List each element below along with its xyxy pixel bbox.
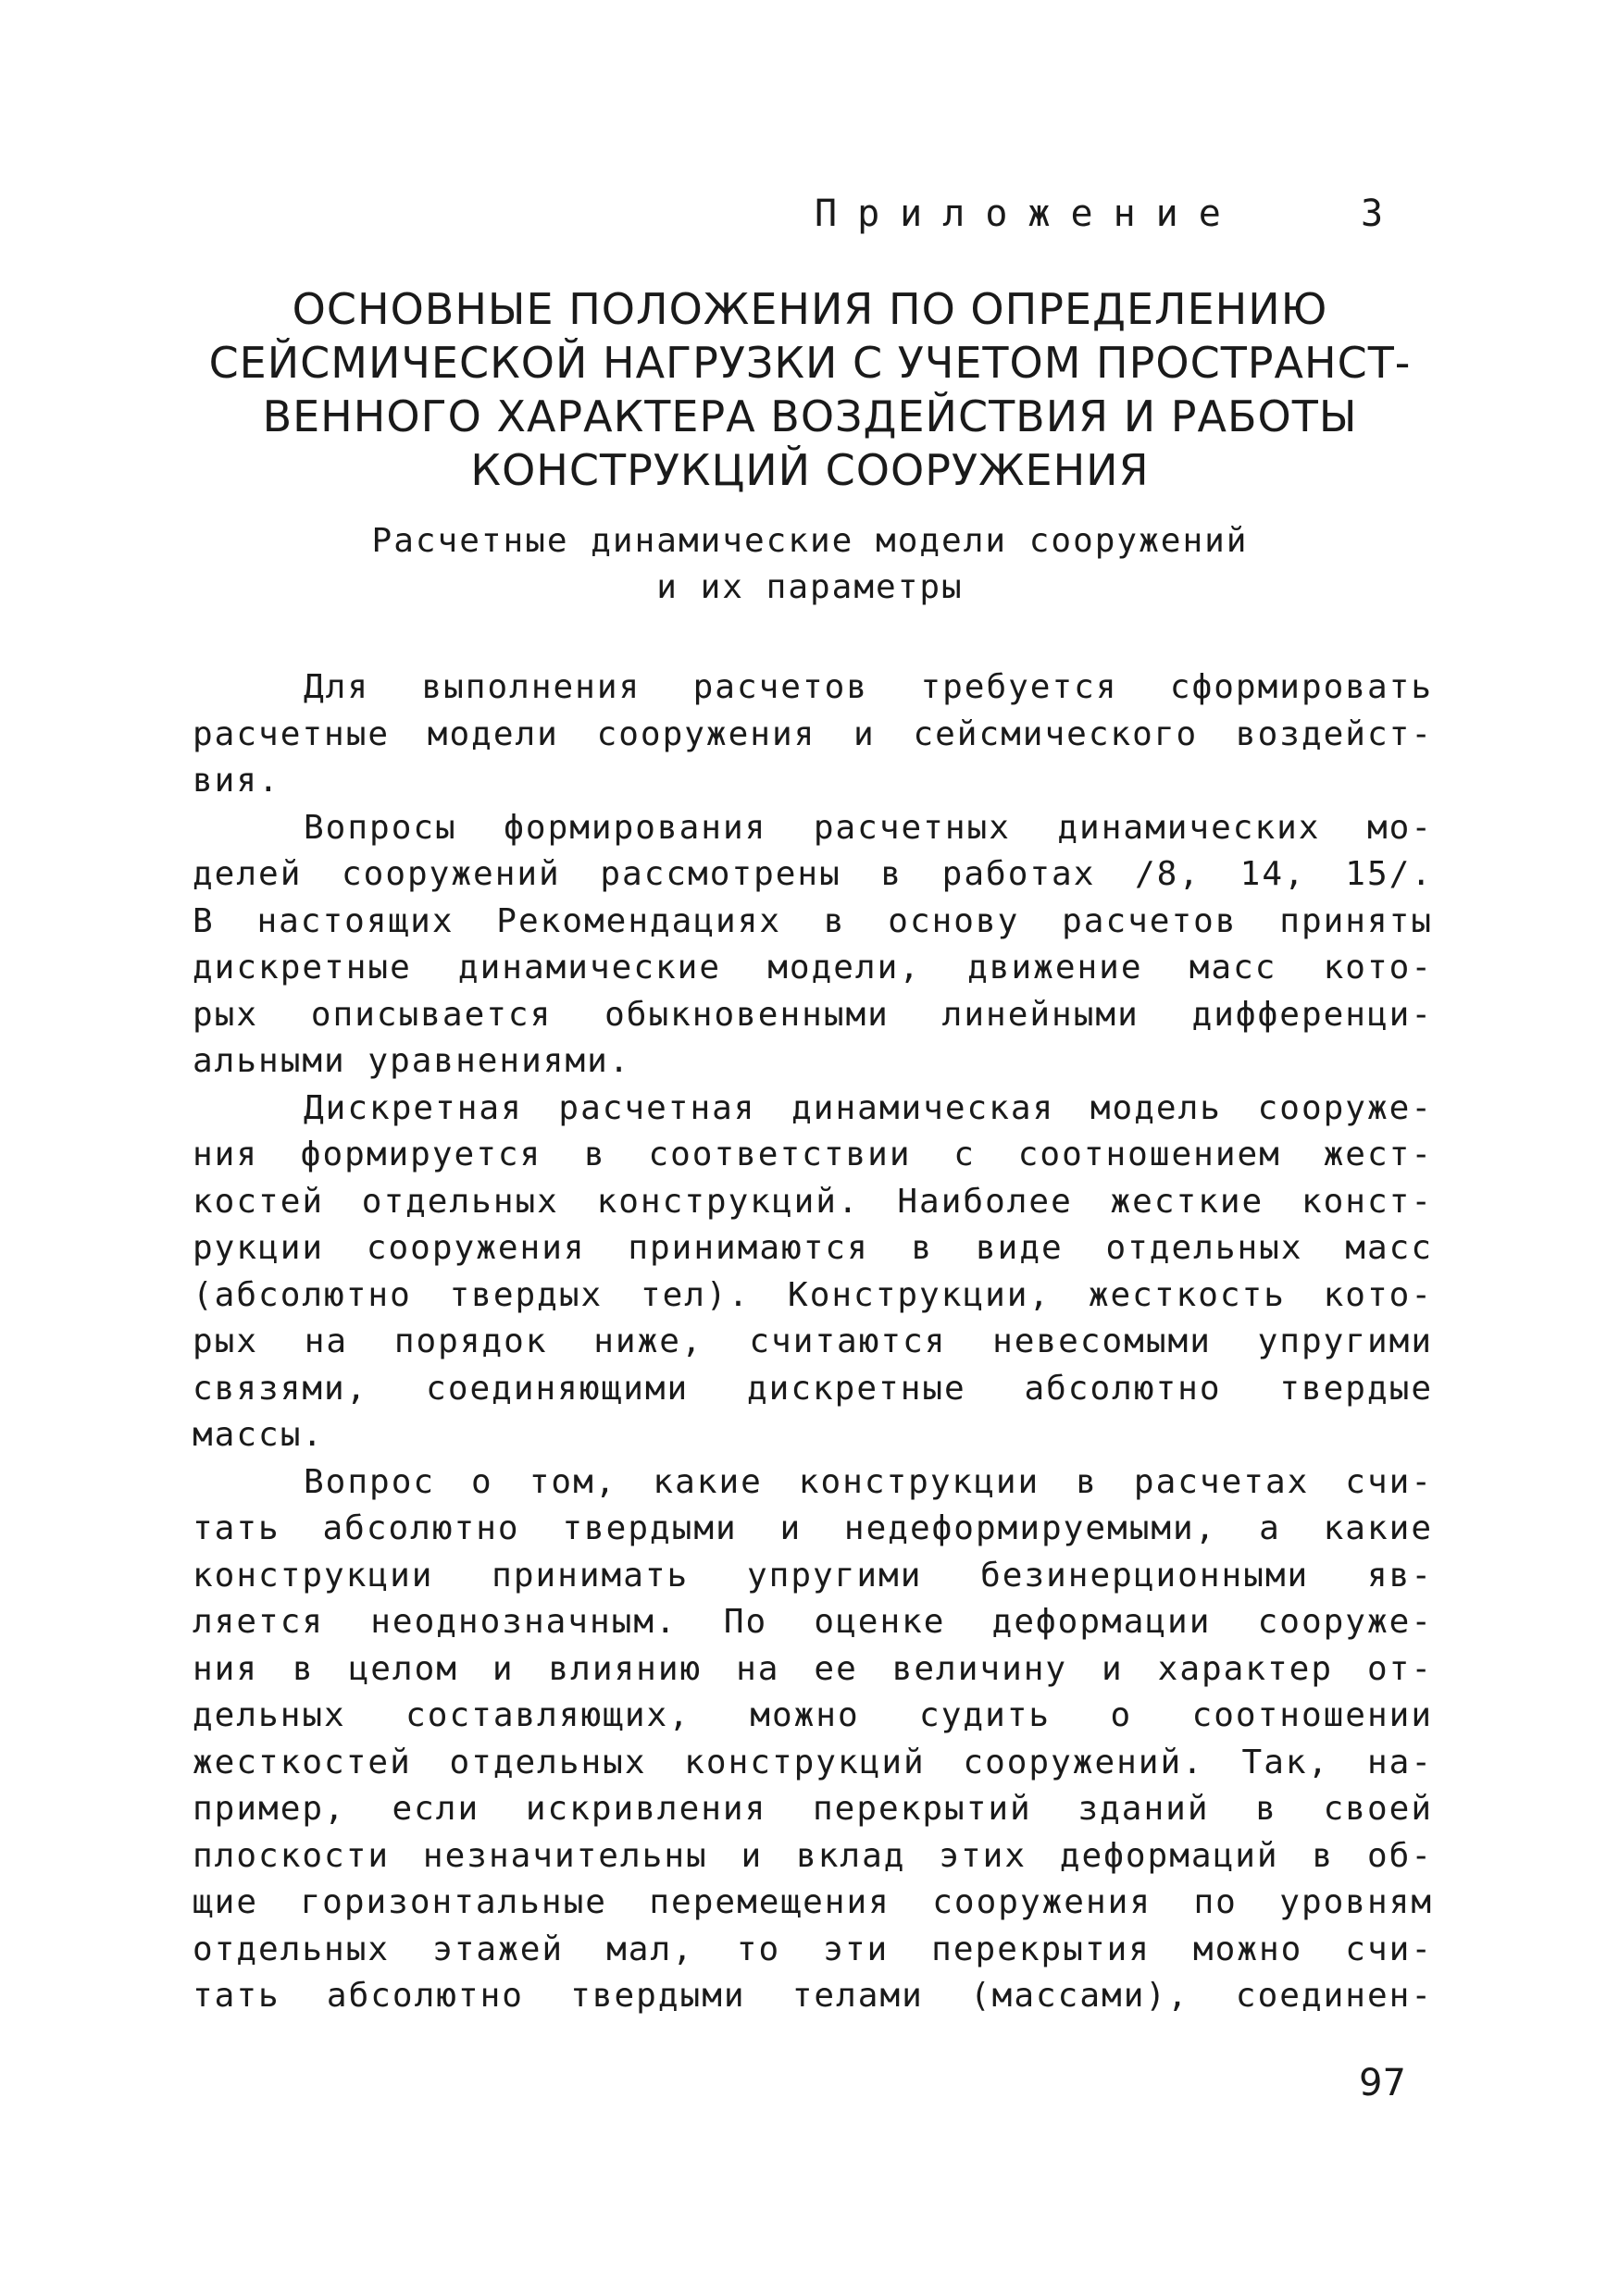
appendix-heading bbox=[815, 192, 1426, 235]
body-line: рукции сооружения принимаются в виде отдельных масс bbox=[193, 1229, 1433, 1267]
body-line: рых описывается обыкновенными линейными дифференци- bbox=[193, 995, 1433, 1034]
body-line: дискретные динамические модели, движение масс кото- bbox=[193, 949, 1433, 987]
body-line: Дискретная расчетная динамическая модель сооруже- bbox=[304, 1088, 1433, 1127]
body-line: альными уравнениями. bbox=[193, 1042, 631, 1080]
body-line: костей отдельных конструкций. Наиболее жесткие конст- bbox=[193, 1182, 1433, 1221]
subtitle-line: и их параметры bbox=[656, 568, 964, 606]
title-line: ОСНОВНЫЕ ПОЛОЖЕНИЯ ПО ОПРЕДЕЛЕНИЮ bbox=[292, 284, 1328, 334]
body-line: Вопрос о том, какие конструкции в расчетах счи- bbox=[304, 1462, 1433, 1501]
subsection-title bbox=[278, 518, 1342, 611]
section-title bbox=[176, 282, 1444, 497]
body-line: массы. bbox=[193, 1416, 325, 1454]
body-line: рых на порядок ниже, считаются невесомыми упругими bbox=[193, 1322, 1433, 1360]
body-line: пример, если искривления перекрытий зданий в своей bbox=[193, 1790, 1433, 1828]
body-text bbox=[193, 664, 1433, 2020]
title-line: ВЕННОГО ХАРАКТЕРА ВОЗДЕЙСТВИЯ И РАБОТЫ bbox=[262, 391, 1358, 441]
body-line: ния формируется в соответствии с соотношением жест- bbox=[193, 1136, 1433, 1173]
body-line: жесткостей отдельных конструкций сооружений. Так, на- bbox=[193, 1743, 1433, 1781]
body-line: (абсолютно твердых тел). Конструкции, жесткость кото- bbox=[193, 1275, 1433, 1314]
subtitle-line: Расчетные динамические модели сооружений bbox=[371, 522, 1249, 560]
body-line: Для выполнения расчетов требуется сформировать bbox=[304, 668, 1433, 706]
body-line: тать абсолютно твердыми и недеформируемыми, а какие bbox=[193, 1509, 1433, 1547]
body-line: отдельных этажей мал, то эти перекрытия можно счи- bbox=[193, 1930, 1433, 1968]
body-line: дельных составляющих, можно судить о соотношении bbox=[193, 1696, 1433, 1734]
body-line: щие горизонтальные перемещения сооружения по уровням bbox=[193, 1883, 1433, 1921]
page-number: 97 bbox=[1359, 2062, 1406, 2104]
body-line: конструкции принимать упругими безинерционными яв- bbox=[193, 1556, 1433, 1595]
body-line: вия. bbox=[193, 762, 280, 800]
appendix-label: Приложение bbox=[815, 192, 1241, 235]
body-line: В настоящих Рекомендациях в основу расчетов приняты bbox=[193, 901, 1433, 940]
body-line: ния в целом и влиянию на ее величину и характер от- bbox=[193, 1649, 1433, 1688]
body-line: ляется неоднозначным. По оценке деформации сооруже- bbox=[193, 1603, 1433, 1641]
body-line: расчетные модели сооружения и сейсмического воздейст- bbox=[193, 714, 1433, 753]
body-line: плоскости незначительны и вклад этих деформаций в об- bbox=[193, 1836, 1433, 1875]
title-line: СЕЙСМИЧЕСКОЙ НАГРУЗКИ С УЧЕТОМ ПРОСТРАНСТ- bbox=[208, 338, 1412, 388]
appendix-number: 3 bbox=[1361, 192, 1384, 235]
body-line: тать абсолютно твердыми телами (массами), соединен- bbox=[193, 1977, 1433, 2015]
body-line: связями, соединяющими дискретные абсолютно твердые bbox=[193, 1369, 1433, 1408]
title-line: КОНСТРУКЦИЙ СООРУЖЕНИЯ bbox=[470, 445, 1150, 495]
body-line: делей сооружений рассмотрены в работах /8, 14, 15/. bbox=[193, 855, 1433, 893]
body-line: Вопросы формирования расчетных динамических мо- bbox=[304, 808, 1433, 847]
